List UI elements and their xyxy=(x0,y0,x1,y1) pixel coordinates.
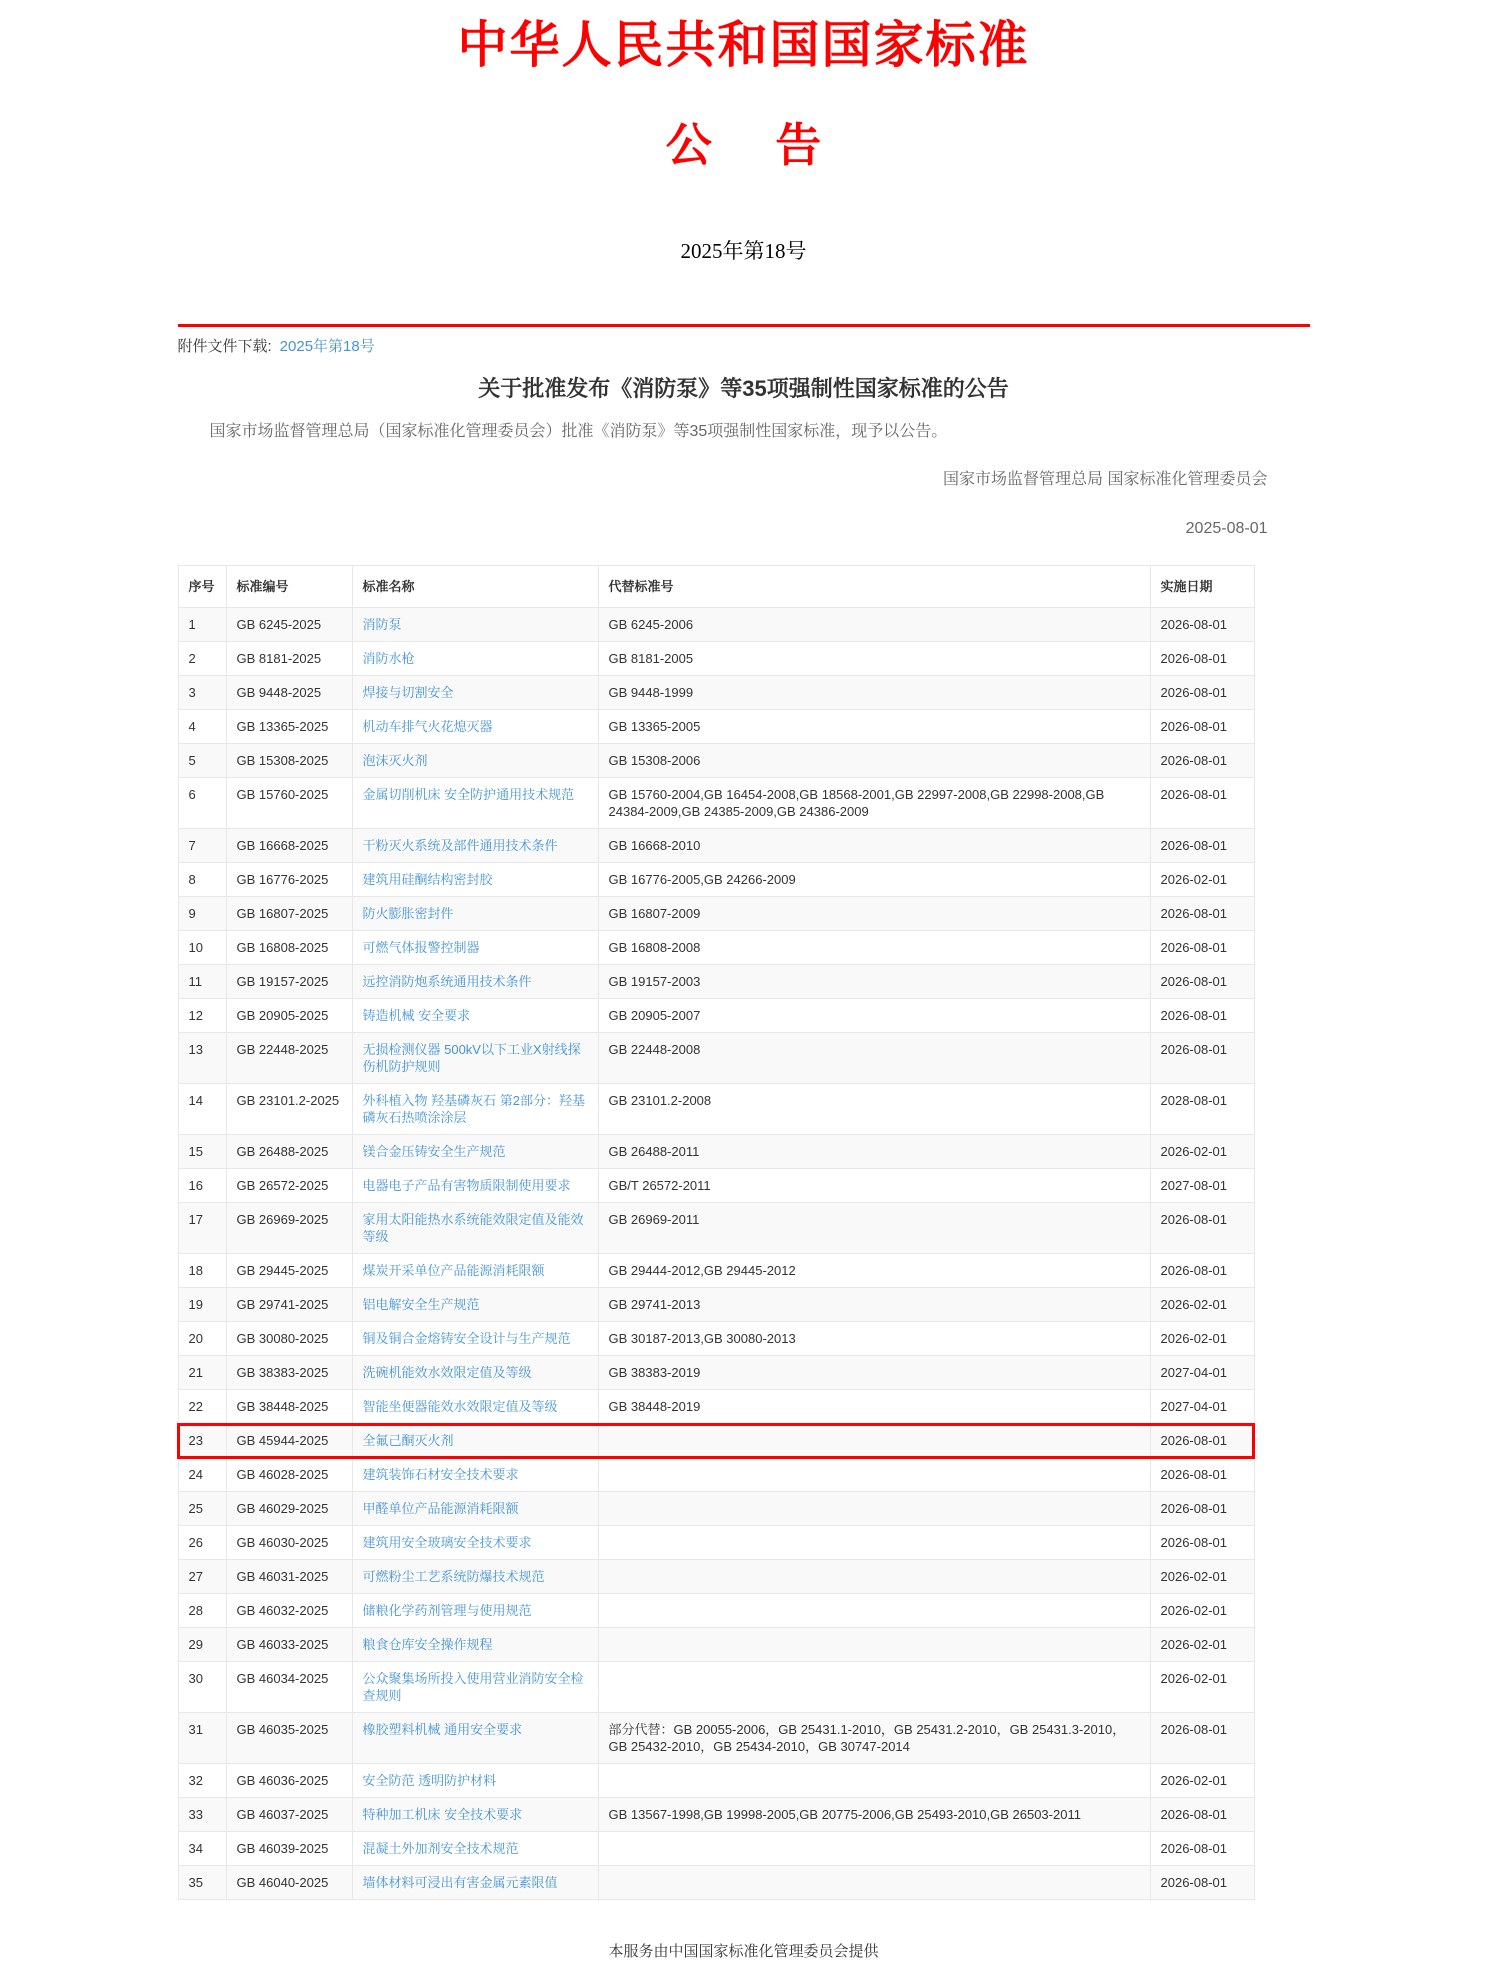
cell-implementation-date: 2026-08-01 xyxy=(1150,1458,1254,1492)
cell-standard-name xyxy=(352,1288,598,1322)
cell-seq: 14 xyxy=(178,1084,226,1135)
cell-seq: 34 xyxy=(178,1832,226,1866)
cell-replaced-standards: 部分代替：GB 20055-2006，GB 25431.1-2010，GB 25431.2-2010，GB 25431.3-2010，GB 25432-2010，GB 25434-2010，GB 30747-2014 xyxy=(598,1713,1150,1764)
cell-implementation-date: 2026-08-01 xyxy=(1150,1798,1254,1832)
standard-name-link[interactable]: 干粉灭火系统及部件通用技术条件 xyxy=(362,838,558,853)
cell-replaced-standards: GB 16668-2010 xyxy=(598,829,1150,863)
table-row xyxy=(178,1492,1254,1526)
table-row xyxy=(178,1560,1254,1594)
cell-standard-code: GB 29445-2025 xyxy=(226,1254,352,1288)
table-row xyxy=(178,1135,1254,1169)
standard-name-link[interactable]: 防火膨胀密封件 xyxy=(362,906,454,921)
cell-standard-code: GB 15308-2025 xyxy=(226,744,352,778)
cell-implementation-date: 2026-08-01 xyxy=(1150,1424,1254,1458)
table-row xyxy=(178,608,1254,642)
cell-standard-name xyxy=(352,1492,598,1526)
cell-standard-code: GB 46032-2025 xyxy=(226,1594,352,1628)
table-row xyxy=(178,778,1254,829)
table-row xyxy=(178,1169,1254,1203)
cell-implementation-date: 2026-08-01 xyxy=(1150,1526,1254,1560)
cell-standard-name xyxy=(352,1424,598,1458)
cell-standard-name xyxy=(352,1526,598,1560)
cell-replaced-standards: GB 30187-2013,GB 30080-2013 xyxy=(598,1322,1150,1356)
announcement-date: 2025-08-01 xyxy=(1185,520,1268,537)
cell-seq: 27 xyxy=(178,1560,226,1594)
announcement-heading: 关于批准发布《消防泵》等35项强制性国家标准的公告 xyxy=(478,376,1009,401)
cell-replaced-standards xyxy=(598,1492,1150,1526)
cell-standard-code: GB 16807-2025 xyxy=(226,897,352,931)
cell-standard-name xyxy=(352,1135,598,1169)
cell-standard-name xyxy=(352,710,598,744)
cell-standard-code: GB 46039-2025 xyxy=(226,1832,352,1866)
standard-name-link[interactable]: 电器电子产品有害物质限制使用要求 xyxy=(362,1178,571,1193)
cell-seq: 5 xyxy=(178,744,226,778)
cell-replaced-standards: GB 9448-1999 xyxy=(598,676,1150,710)
standard-name-link[interactable]: 铸造机械 安全要求 xyxy=(362,1008,471,1023)
standard-name-link[interactable]: 安全防范 透明防护材料 xyxy=(362,1773,497,1788)
cell-seq: 13 xyxy=(178,1033,226,1084)
cell-standard-code: GB 30080-2025 xyxy=(226,1322,352,1356)
header-cell-standard-code: 标准编号 xyxy=(226,566,352,608)
cell-implementation-date: 2026-02-01 xyxy=(1150,1628,1254,1662)
cell-standard-name xyxy=(352,778,598,829)
standard-name-link[interactable]: 可燃气体报警控制器 xyxy=(362,940,480,955)
cell-implementation-date: 2026-02-01 xyxy=(1150,1662,1254,1713)
standard-name-link[interactable]: 铝电解安全生产规范 xyxy=(362,1297,480,1312)
cell-standard-code: GB 9448-2025 xyxy=(226,676,352,710)
cell-implementation-date: 2027-04-01 xyxy=(1150,1356,1254,1390)
cell-replaced-standards: GB 38383-2019 xyxy=(598,1356,1150,1390)
cell-implementation-date: 2026-08-01 xyxy=(1150,778,1254,829)
cell-implementation-date: 2027-04-01 xyxy=(1150,1390,1254,1424)
cell-implementation-date: 2026-08-01 xyxy=(1150,965,1254,999)
table-row xyxy=(178,1033,1254,1084)
table-row xyxy=(178,1203,1254,1254)
cell-standard-name xyxy=(352,1033,598,1084)
cell-implementation-date: 2026-02-01 xyxy=(1150,1288,1254,1322)
cell-seq: 26 xyxy=(178,1526,226,1560)
cell-replaced-standards: GB 29741-2013 xyxy=(598,1288,1150,1322)
header-cell-standard-name: 标准名称 xyxy=(352,566,598,608)
cell-seq: 33 xyxy=(178,1798,226,1832)
cell-standard-code: GB 16808-2025 xyxy=(226,931,352,965)
cell-replaced-standards: GB 13567-1998,GB 19998-2005,GB 20775-2006,GB 25493-2010,GB 26503-2011 xyxy=(598,1798,1150,1832)
cell-implementation-date: 2026-08-01 xyxy=(1150,829,1254,863)
cell-standard-code: GB 46040-2025 xyxy=(226,1866,352,1900)
cell-seq: 11 xyxy=(178,965,226,999)
cell-implementation-date: 2026-08-01 xyxy=(1150,931,1254,965)
table-row xyxy=(178,1288,1254,1322)
cell-standard-code: GB 45944-2025 xyxy=(226,1424,352,1458)
table-row xyxy=(178,999,1254,1033)
cell-seq: 7 xyxy=(178,829,226,863)
cell-standard-name xyxy=(352,1594,598,1628)
cell-implementation-date: 2026-08-01 xyxy=(1150,1713,1254,1764)
cell-implementation-date: 2026-02-01 xyxy=(1150,1594,1254,1628)
cell-replaced-standards: GB 8181-2005 xyxy=(598,642,1150,676)
cell-replaced-standards: GB 22448-2008 xyxy=(598,1033,1150,1084)
table-row xyxy=(178,1424,1254,1458)
standard-name-link[interactable]: 远控消防炮系统通用技术条件 xyxy=(362,974,532,989)
cell-standard-name xyxy=(352,1628,598,1662)
cell-implementation-date: 2026-02-01 xyxy=(1150,863,1254,897)
cell-standard-name xyxy=(352,676,598,710)
cell-seq: 6 xyxy=(178,778,226,829)
cell-standard-code: GB 15760-2025 xyxy=(226,778,352,829)
cell-replaced-standards xyxy=(598,1832,1150,1866)
cell-seq: 15 xyxy=(178,1135,226,1169)
cell-implementation-date: 2026-08-01 xyxy=(1150,642,1254,676)
standard-name-link[interactable]: 储粮化学药剂管理与使用规范 xyxy=(362,1603,532,1618)
cell-standard-code: GB 13365-2025 xyxy=(226,710,352,744)
cell-standard-name xyxy=(352,642,598,676)
cell-standard-name xyxy=(352,1390,598,1424)
cell-replaced-standards: GB 16807-2009 xyxy=(598,897,1150,931)
cell-replaced-standards: GB 23101.2-2008 xyxy=(598,1084,1150,1135)
table-header-row xyxy=(178,566,1254,608)
cell-standard-name xyxy=(352,1832,598,1866)
table-row xyxy=(178,863,1254,897)
cell-seq: 10 xyxy=(178,931,226,965)
cell-standard-code: GB 20905-2025 xyxy=(226,999,352,1033)
cell-replaced-standards: GB 15760-2004,GB 16454-2008,GB 18568-2001,GB 22997-2008,GB 22998-2008,GB 24384-2009,GB 24385-2009,GB 24386-2009 xyxy=(598,778,1150,829)
cell-standard-code: GB 6245-2025 xyxy=(226,608,352,642)
cell-seq: 30 xyxy=(178,1662,226,1713)
standard-name-link[interactable]: 墙体材料可浸出有害金属元素限值 xyxy=(362,1875,558,1890)
cell-standard-name xyxy=(352,1764,598,1798)
cell-standard-code: GB 23101.2-2025 xyxy=(226,1084,352,1135)
standard-name-link[interactable]: 混凝土外加剂安全技术规范 xyxy=(362,1841,519,1856)
header-cell-replaced-standards: 代替标准号 xyxy=(598,566,1150,608)
table-row xyxy=(178,710,1254,744)
cell-seq: 3 xyxy=(178,676,226,710)
cell-seq: 17 xyxy=(178,1203,226,1254)
cell-standard-name xyxy=(352,1356,598,1390)
table-row xyxy=(178,1458,1254,1492)
cell-standard-code: GB 46036-2025 xyxy=(226,1764,352,1798)
cell-replaced-standards: GB 13365-2005 xyxy=(598,710,1150,744)
standard-name-link[interactable]: 消防泵 xyxy=(362,617,402,632)
table-row xyxy=(178,1594,1254,1628)
cell-seq: 16 xyxy=(178,1169,226,1203)
cell-implementation-date: 2026-02-01 xyxy=(1150,1560,1254,1594)
standard-name-link[interactable]: 特种加工机床 安全技术要求 xyxy=(362,1807,523,1822)
table-row xyxy=(178,1254,1254,1288)
table-row xyxy=(178,1628,1254,1662)
cell-standard-name xyxy=(352,897,598,931)
table-row xyxy=(178,931,1254,965)
standards-table xyxy=(178,565,1255,1900)
cell-seq: 25 xyxy=(178,1492,226,1526)
cell-standard-code: GB 46028-2025 xyxy=(226,1458,352,1492)
cell-seq: 12 xyxy=(178,999,226,1033)
standard-name-link[interactable]: 公众聚集场所投入使用营业消防安全检查规则 xyxy=(362,1671,584,1703)
cell-standard-code: GB 16668-2025 xyxy=(226,829,352,863)
standard-name-link[interactable]: 无损检测仪器 500kV以下工业X射线探伤机防护规则 xyxy=(362,1042,581,1074)
cell-standard-code: GB 38448-2025 xyxy=(226,1390,352,1424)
standard-name-link[interactable]: 家用太阳能热水系统能效限定值及能效等级 xyxy=(362,1212,584,1244)
cell-replaced-standards xyxy=(598,1628,1150,1662)
cell-seq: 4 xyxy=(178,710,226,744)
cell-implementation-date: 2026-08-01 xyxy=(1150,1866,1254,1900)
attachment-link[interactable]: 2025年第18号 xyxy=(279,338,375,355)
cell-standard-code: GB 26488-2025 xyxy=(226,1135,352,1169)
cell-seq: 18 xyxy=(178,1254,226,1288)
cell-seq: 20 xyxy=(178,1322,226,1356)
footer-note: 本服务由中国国家标准化管理委员会提供 xyxy=(608,1943,879,1960)
cell-implementation-date: 2026-08-01 xyxy=(1150,1033,1254,1084)
cell-standard-name xyxy=(352,1713,598,1764)
cell-standard-code: GB 46034-2025 xyxy=(226,1662,352,1713)
standard-name-link[interactable]: 外科植入物 羟基磷灰石 第2部分：羟基磷灰石热喷涂涂层 xyxy=(362,1093,585,1125)
cell-implementation-date: 2026-08-01 xyxy=(1150,744,1254,778)
cell-standard-code: GB 46029-2025 xyxy=(226,1492,352,1526)
cell-implementation-date: 2026-08-01 xyxy=(1150,1492,1254,1526)
cell-standard-name xyxy=(352,931,598,965)
cell-seq: 35 xyxy=(178,1866,226,1900)
cell-replaced-standards xyxy=(598,1560,1150,1594)
cell-seq: 21 xyxy=(178,1356,226,1390)
cell-standard-code: GB 29741-2025 xyxy=(226,1288,352,1322)
cell-standard-code: GB 46030-2025 xyxy=(226,1526,352,1560)
cell-seq: 31 xyxy=(178,1713,226,1764)
cell-replaced-standards: GB 29444-2012,GB 29445-2012 xyxy=(598,1254,1150,1288)
cell-seq: 32 xyxy=(178,1764,226,1798)
standard-name-link[interactable]: 泡沫灭火剂 xyxy=(362,753,428,768)
cell-seq: 23 xyxy=(178,1424,226,1458)
standard-name-link[interactable]: 洗碗机能效水效限定值及等级 xyxy=(362,1365,532,1380)
cell-replaced-standards: GB 20905-2007 xyxy=(598,999,1150,1033)
cell-standard-name xyxy=(352,744,598,778)
cell-implementation-date: 2026-02-01 xyxy=(1150,1322,1254,1356)
standard-name-link[interactable]: 铜及铜合金熔铸安全设计与生产规范 xyxy=(362,1331,571,1346)
cell-standard-code: GB 26969-2025 xyxy=(226,1203,352,1254)
cell-standard-name xyxy=(352,1203,598,1254)
standard-name-link[interactable]: 甲醛单位产品能源消耗限额 xyxy=(362,1501,519,1516)
cell-replaced-standards: GB 26488-2011 xyxy=(598,1135,1150,1169)
table-row xyxy=(178,897,1254,931)
cell-standard-name xyxy=(352,965,598,999)
cell-standard-name xyxy=(352,1560,598,1594)
cell-standard-name xyxy=(352,1458,598,1492)
cell-standard-code: GB 22448-2025 xyxy=(226,1033,352,1084)
issue-number: 2025年第18号 xyxy=(680,239,807,263)
cell-replaced-standards xyxy=(598,1866,1150,1900)
table-row xyxy=(178,1662,1254,1713)
cell-standard-code: GB 19157-2025 xyxy=(226,965,352,999)
cell-implementation-date: 2026-08-01 xyxy=(1150,897,1254,931)
cell-standard-name xyxy=(352,1866,598,1900)
cell-replaced-standards xyxy=(598,1662,1150,1713)
cell-standard-code: GB 38383-2025 xyxy=(226,1356,352,1390)
standard-name-link[interactable]: 全氟己酮灭火剂 xyxy=(362,1433,454,1448)
announcement-body: 国家市场监督管理总局（国家标准化管理委员会）批准《消防泵》等35项强制性国家标准，现予以公告。 xyxy=(209,423,948,440)
table-row xyxy=(178,676,1254,710)
cell-replaced-standards: GB 19157-2003 xyxy=(598,965,1150,999)
cell-standard-code: GB 46033-2025 xyxy=(226,1628,352,1662)
standard-name-link[interactable]: 消防水枪 xyxy=(362,651,415,666)
red-divider xyxy=(178,324,1310,327)
cell-replaced-standards xyxy=(598,1458,1150,1492)
standard-name-link[interactable]: 建筑用安全玻璃安全技术要求 xyxy=(362,1535,532,1550)
table-row xyxy=(178,965,1254,999)
cell-standard-code: GB 26572-2025 xyxy=(226,1169,352,1203)
header-cell-seq: 序号 xyxy=(178,566,226,608)
cell-implementation-date: 2028-08-01 xyxy=(1150,1084,1254,1135)
table-row xyxy=(178,642,1254,676)
table-row xyxy=(178,1798,1254,1832)
standard-name-link[interactable]: 粮食仓库安全操作规程 xyxy=(362,1637,493,1652)
standard-name-link[interactable]: 焊接与切割安全 xyxy=(362,685,454,700)
cell-implementation-date: 2027-08-01 xyxy=(1150,1169,1254,1203)
cell-seq: 9 xyxy=(178,897,226,931)
standard-name-link[interactable]: 橡胶塑料机械 通用安全要求 xyxy=(362,1722,523,1737)
cell-seq: 28 xyxy=(178,1594,226,1628)
standard-name-link[interactable]: 机动车排气火花熄灭器 xyxy=(362,719,493,734)
cell-standard-code: GB 8181-2025 xyxy=(226,642,352,676)
cell-implementation-date: 2026-08-01 xyxy=(1150,676,1254,710)
standard-name-link[interactable]: 煤炭开采单位产品能源消耗限额 xyxy=(362,1263,545,1278)
cell-implementation-date: 2026-08-01 xyxy=(1150,1254,1254,1288)
cell-implementation-date: 2026-08-01 xyxy=(1150,1832,1254,1866)
cell-standard-name xyxy=(352,1254,598,1288)
table-row xyxy=(178,1866,1254,1900)
cell-standard-name xyxy=(352,829,598,863)
cell-seq: 22 xyxy=(178,1390,226,1424)
cell-seq: 29 xyxy=(178,1628,226,1662)
standard-name-link[interactable]: 建筑装饰石材安全技术要求 xyxy=(362,1467,519,1482)
cell-seq: 1 xyxy=(178,608,226,642)
page-title: 中华人民共和国国家标准 xyxy=(457,17,1030,73)
cell-implementation-date: 2026-02-01 xyxy=(1150,1135,1254,1169)
cell-replaced-standards: GB 38448-2019 xyxy=(598,1390,1150,1424)
cell-implementation-date: 2026-08-01 xyxy=(1150,710,1254,744)
table-row xyxy=(178,1390,1254,1424)
announcement-subtitle: 公 告 xyxy=(665,119,822,171)
cell-implementation-date: 2026-08-01 xyxy=(1150,608,1254,642)
cell-replaced-standards: GB 16776-2005,GB 24266-2009 xyxy=(598,863,1150,897)
table-row xyxy=(178,744,1254,778)
cell-replaced-standards xyxy=(598,1526,1150,1560)
cell-seq: 24 xyxy=(178,1458,226,1492)
cell-standard-name xyxy=(352,1084,598,1135)
table-row xyxy=(178,1526,1254,1560)
cell-replaced-standards xyxy=(598,1764,1150,1798)
cell-seq: 2 xyxy=(178,642,226,676)
cell-standard-code: GB 46031-2025 xyxy=(226,1560,352,1594)
cell-standard-name xyxy=(352,1662,598,1713)
cell-standard-code: GB 16776-2025 xyxy=(226,863,352,897)
cell-implementation-date: 2026-08-01 xyxy=(1150,1203,1254,1254)
cell-replaced-standards: GB 26969-2011 xyxy=(598,1203,1150,1254)
header-cell-implementation-date: 实施日期 xyxy=(1150,566,1254,608)
standard-name-link[interactable]: 可燃粉尘工艺系统防爆技术规范 xyxy=(362,1569,545,1584)
cell-replaced-standards: GB 6245-2006 xyxy=(598,608,1150,642)
table-row xyxy=(178,1322,1254,1356)
standard-name-link[interactable]: 金属切削机床 安全防护通用技术规范 xyxy=(362,787,575,802)
table-row xyxy=(178,829,1254,863)
cell-standard-name xyxy=(352,863,598,897)
cell-implementation-date: 2026-02-01 xyxy=(1150,1764,1254,1798)
table-row xyxy=(178,1713,1254,1764)
cell-replaced-standards xyxy=(598,1424,1150,1458)
table-row xyxy=(178,1832,1254,1866)
attachment-label: 附件文件下载: xyxy=(177,338,272,355)
cell-seq: 8 xyxy=(178,863,226,897)
cell-standard-code: GB 46037-2025 xyxy=(226,1798,352,1832)
standard-name-link[interactable]: 镁合金压铸安全生产规范 xyxy=(362,1144,506,1159)
page-container xyxy=(178,0,1310,1986)
attachment-row xyxy=(178,337,1310,357)
cell-replaced-standards: GB 15308-2006 xyxy=(598,744,1150,778)
table-row xyxy=(178,1084,1254,1135)
cell-standard-name xyxy=(352,1169,598,1203)
standard-name-link[interactable]: 建筑用硅酮结构密封胶 xyxy=(362,872,493,887)
cell-replaced-standards: GB 16808-2008 xyxy=(598,931,1150,965)
cell-implementation-date: 2026-08-01 xyxy=(1150,999,1254,1033)
table-row xyxy=(178,1764,1254,1798)
cell-replaced-standards: GB/T 26572-2011 xyxy=(598,1169,1150,1203)
cell-standard-name xyxy=(352,608,598,642)
standards-table-body xyxy=(178,608,1254,1900)
table-row xyxy=(178,1356,1254,1390)
cell-standard-name xyxy=(352,999,598,1033)
announcement-signature: 国家市场监督管理总局 国家标准化管理委员会 xyxy=(943,471,1268,488)
cell-seq: 19 xyxy=(178,1288,226,1322)
cell-standard-name xyxy=(352,1322,598,1356)
standard-name-link[interactable]: 智能坐便器能效水效限定值及等级 xyxy=(362,1399,558,1414)
cell-standard-code: GB 46035-2025 xyxy=(226,1713,352,1764)
cell-standard-name xyxy=(352,1798,598,1832)
cell-replaced-standards xyxy=(598,1594,1150,1628)
